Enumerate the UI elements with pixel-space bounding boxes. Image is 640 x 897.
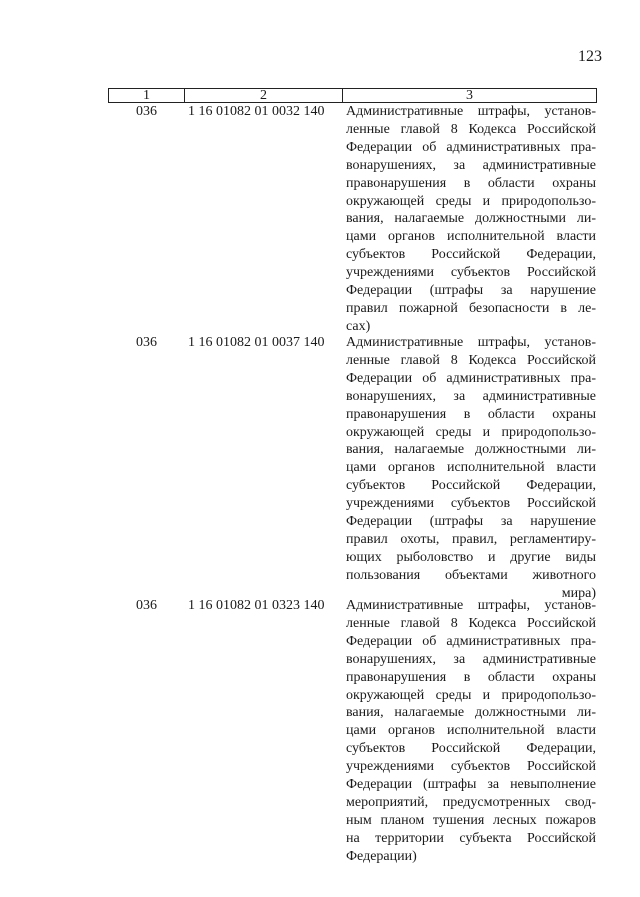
description-line: ющих рыболовство и другие виды xyxy=(346,549,596,565)
page-number: 123 xyxy=(578,48,602,65)
description-line: правил охоты, правил, регламентиру- xyxy=(346,531,596,547)
description-line: Федерации (штрафы за нарушение xyxy=(346,283,596,299)
description-line: правил пожарной безопасности в ле- xyxy=(346,300,596,316)
description-line: вания, налагаемые должностными ли- xyxy=(346,211,596,227)
description-line: Федерации об административных пра- xyxy=(346,633,596,649)
description-line: цами органов исполнительной власти xyxy=(346,229,596,245)
description-line: ленные главой 8 Кодекса Российской xyxy=(346,352,596,368)
admin-code: 036 xyxy=(136,335,157,350)
description-line: вонарушениях, за административные xyxy=(346,157,596,173)
description-line: вонарушениях, за административные xyxy=(346,388,596,404)
description-line: Административные штрафы, установ- xyxy=(346,335,596,350)
description-line: окружающей среды и природопользо- xyxy=(346,424,596,440)
row-description xyxy=(346,334,596,603)
admin-code: 036 xyxy=(136,598,157,613)
header-col-2: 2 xyxy=(185,89,343,102)
description-line: Административные штрафы, установ- xyxy=(346,598,596,613)
description-line: на территории субъекта Российской xyxy=(346,830,596,846)
description-line: Административные штрафы, установ- xyxy=(346,104,596,119)
description-line: учреждениями субъектов Российской xyxy=(346,265,596,281)
description-line: Федерации об административных пра- xyxy=(346,370,596,386)
description-line: мира) xyxy=(561,585,596,601)
description-line: вания, налагаемые должностными ли- xyxy=(346,442,596,458)
description-line: вания, налагаемые должностными ли- xyxy=(346,705,596,721)
description-line: субъектов Российской Федерации, xyxy=(346,741,596,757)
description-line: учреждениями субъектов Российской xyxy=(346,759,596,775)
description-line: пользования объектами животного xyxy=(346,567,596,583)
description-line: цами органов исполнительной власти xyxy=(346,460,596,476)
description-line: сах) xyxy=(346,318,371,334)
description-line: Федерации) xyxy=(346,848,417,864)
description-line: ленные главой 8 Кодекса Российской xyxy=(346,121,596,137)
kbk-code: 1 16 01082 01 0037 140 xyxy=(188,335,325,350)
description-line: ленные главой 8 Кодекса Российской xyxy=(346,615,596,631)
description-line: учреждениями субъектов Российской xyxy=(346,496,596,512)
description-line: субъектов Российской Федерации, xyxy=(346,247,596,263)
header-col-3: 3 xyxy=(466,88,473,103)
row-description xyxy=(346,597,596,866)
description-line: Федерации (штрафы за нарушение xyxy=(346,514,596,530)
description-line: окружающей среды и природопользо- xyxy=(346,687,596,703)
description-line: окружающей среды и природопользо- xyxy=(346,193,596,209)
description-line: субъектов Российской Федерации, xyxy=(346,478,596,494)
description-line: Федерации об административных пра- xyxy=(346,139,596,155)
description-line: правонарушения в области охраны xyxy=(346,175,596,191)
description-line: мероприятий, предусмотренных свод- xyxy=(346,794,596,810)
description-line: правонарушения в области охраны xyxy=(346,669,596,685)
kbk-code: 1 16 01082 01 0032 140 xyxy=(188,104,325,119)
description-line: цами органов исполнительной власти xyxy=(346,723,596,739)
description-line: вонарушениях, за административные xyxy=(346,651,596,667)
description-line: ным планом тушения лесных пожаров xyxy=(346,812,596,828)
table-header xyxy=(108,88,597,103)
header-col-1: 1 xyxy=(109,89,185,102)
admin-code: 036 xyxy=(136,104,157,119)
description-line: Федерации (штрафы за невыполнение xyxy=(346,777,596,793)
row-description xyxy=(346,103,596,336)
description-line: правонарушения в области охраны xyxy=(346,406,596,422)
kbk-code: 1 16 01082 01 0323 140 xyxy=(188,598,325,613)
